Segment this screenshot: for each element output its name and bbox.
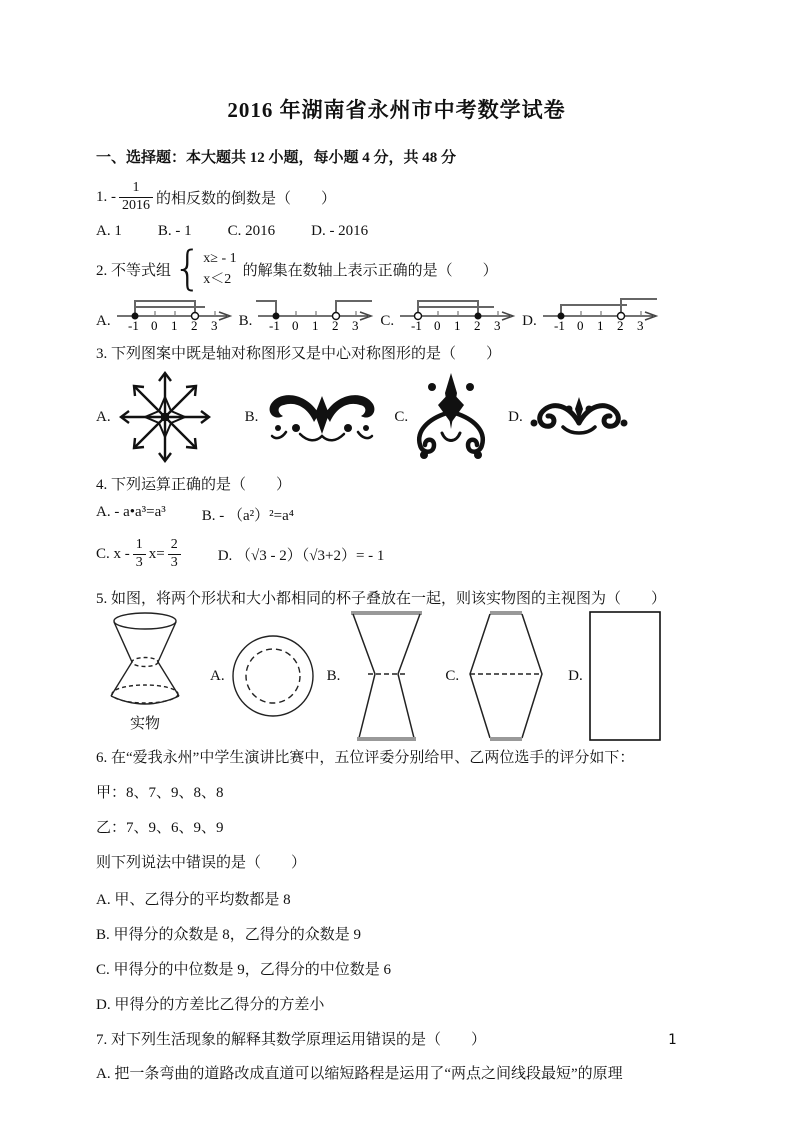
q5-figure-b-label: B. xyxy=(326,667,341,684)
tick-label: 1 xyxy=(454,318,461,332)
question-6: 6. 在“爱我永州”中学生演讲比赛中，五位评委分别给甲、乙两位选手的评分如下： xyxy=(96,750,635,766)
number-line-a xyxy=(113,292,239,332)
q2-figure-a-label: A. xyxy=(96,313,111,329)
tick-label: 1 xyxy=(312,318,319,332)
q4-option-c-middle: x= xyxy=(148,545,165,562)
q2-inequality-system xyxy=(203,248,236,290)
q2-figure-c-label: C. xyxy=(380,313,395,329)
tick-label: 3 xyxy=(352,318,359,332)
hexagon-figure xyxy=(463,610,548,742)
q6-option-d: D. 甲得分的方差比乙得分的方差小 xyxy=(96,997,325,1013)
q4-fraction-two-thirds xyxy=(168,537,181,572)
q1-option-c: C. 2016 xyxy=(227,223,276,239)
tick-label: 0 xyxy=(150,318,158,332)
q6-option-c: C. 甲得分的中位数是 9，乙得分的中位数是 6 xyxy=(96,962,392,978)
q2-answer-figures xyxy=(96,292,697,332)
tick-label: 2 xyxy=(332,318,339,332)
q5-figure-a-label: A. xyxy=(210,667,225,684)
q5-figure-c-label: C. xyxy=(445,667,460,684)
number-line-d xyxy=(539,292,665,332)
tick-label: 3 xyxy=(494,318,501,332)
q1-fraction-numerator: 1 xyxy=(119,180,153,198)
tick-label: 2 xyxy=(616,318,624,332)
tick-label: -1 xyxy=(269,318,281,332)
tick-label: -1 xyxy=(553,318,565,332)
q4-option-b: B. - （a²）²=a⁴ xyxy=(201,508,295,524)
q2-figure-b xyxy=(239,292,381,332)
floral-ornament-wide-icon xyxy=(262,388,382,446)
q2-figure-d-label: D. xyxy=(522,313,537,329)
damask-ornament-icon xyxy=(412,371,490,463)
rectangle-figure xyxy=(587,610,665,742)
bowtie-figure xyxy=(344,610,429,742)
q6-prompt: 则下列说法中错误的是（ ） xyxy=(96,855,307,871)
q4-option-d: D. （√3 - 2）（√3+2）= - 1 xyxy=(217,547,385,564)
question-4: 4. 下列运算正确的是（ ） xyxy=(96,477,292,493)
q5-real-object xyxy=(96,610,194,733)
q1-option-d: D. - 2016 xyxy=(311,223,369,239)
q1-fraction-denominator: 2016 xyxy=(122,197,150,213)
q6-scores-jia: 甲：8、7、9、8、8 xyxy=(96,785,224,801)
q6-option-b: B. 甲得分的众数是 8，乙得分的众数是 9 xyxy=(96,927,362,943)
tick-label: 2 xyxy=(190,318,198,332)
q3-figure-d-label: D. xyxy=(508,408,523,425)
q4-options-row-1 xyxy=(96,504,697,525)
page-title: 2016 年湖南省永州市中考数学试卷 xyxy=(227,98,566,122)
tick-label: 0 xyxy=(292,318,299,332)
q6-scores-yi: 乙：7、9、6、9、9 xyxy=(96,820,224,836)
q7-option-a: A. 把一条弯曲的道路改成直道可以缩短路程是运用了“两点之间线段最短”的原理 xyxy=(96,1066,623,1082)
q4-fraction-one-third xyxy=(133,537,146,572)
q2-figure-d xyxy=(522,292,665,332)
q2-suffix: 的解集在数轴上表示正确的是（ ） xyxy=(242,262,498,279)
snowflake-icon xyxy=(115,367,215,467)
section-heading: 一、选择题：本大题共 12 小题，每小题 4 分，共 48 分 xyxy=(96,150,457,166)
question-7: 7. 对下列生活现象的解释其数学原理运用错误的是（ ） xyxy=(96,1032,487,1048)
q5-answer-figures xyxy=(96,610,697,742)
tick-label: -1 xyxy=(127,318,139,332)
q6-option-a: A. 甲、乙得分的平均数都是 8 xyxy=(96,892,291,908)
q3-figure-b-label: B. xyxy=(244,408,259,425)
q2-inequality-2: x＜2 xyxy=(203,272,232,287)
q2-prefix: 2. 不等式组 xyxy=(96,262,172,279)
brace-glyph: { xyxy=(173,241,203,296)
q1-fraction xyxy=(119,180,153,215)
question-5: 5. 如图，将两个形状和大小都相同的杯子叠放在一起，则该实物图的主视图为（ ） xyxy=(96,591,667,607)
tick-label: 0 xyxy=(434,318,441,332)
tick-label: 2 xyxy=(474,318,481,332)
tick-label: 0 xyxy=(576,318,584,332)
q5-figure-d-label: D. xyxy=(568,667,583,684)
tick-label: 3 xyxy=(636,318,644,332)
question-1 xyxy=(96,175,697,219)
q1-option-b: B. - 1 xyxy=(157,223,192,239)
tick-label: 3 xyxy=(210,318,218,332)
tick-label: 1 xyxy=(596,318,604,332)
q1-prefix: 1. - xyxy=(96,188,116,205)
stacked-cups-figure xyxy=(98,610,193,712)
page-number: 1 xyxy=(668,1032,677,1048)
q1-option-a: A. 1 xyxy=(96,223,122,239)
fraction-denominator: 3 xyxy=(135,554,143,570)
q2-figure-c xyxy=(380,292,522,332)
tick-label: -1 xyxy=(411,318,422,332)
fraction-denominator: 3 xyxy=(170,554,178,570)
q1-suffix: 的相反数的倒数是（ ） xyxy=(156,190,337,207)
q3-answer-figures xyxy=(96,367,697,467)
number-line-b xyxy=(254,292,380,332)
tick-label: 1 xyxy=(170,318,178,332)
question-2 xyxy=(96,241,697,296)
fraction-numerator: 2 xyxy=(168,537,181,555)
real-object-caption: 实物 xyxy=(129,716,160,732)
number-line-c xyxy=(396,292,522,332)
q4-option-a: A. - a•a³=a³ xyxy=(96,504,166,520)
q4-option-c-prefix: C. x - xyxy=(96,545,130,562)
scroll-flourish-icon xyxy=(527,393,632,441)
q1-options xyxy=(96,223,697,240)
fraction-numerator: 1 xyxy=(133,537,146,555)
q2-figure-a xyxy=(96,292,239,332)
q3-figure-c-label: C. xyxy=(394,408,409,425)
q2-figure-b-label: B. xyxy=(238,313,253,329)
q2-inequality-1: x≥ - 1 xyxy=(203,251,237,266)
q4-options-row-2 xyxy=(96,533,697,575)
concentric-circles-figure xyxy=(229,632,317,720)
question-3: 3. 下列图案中既是轴对称图形又是中心对称图形的是（ ） xyxy=(96,346,502,362)
q3-figure-a-label: A. xyxy=(96,408,111,425)
